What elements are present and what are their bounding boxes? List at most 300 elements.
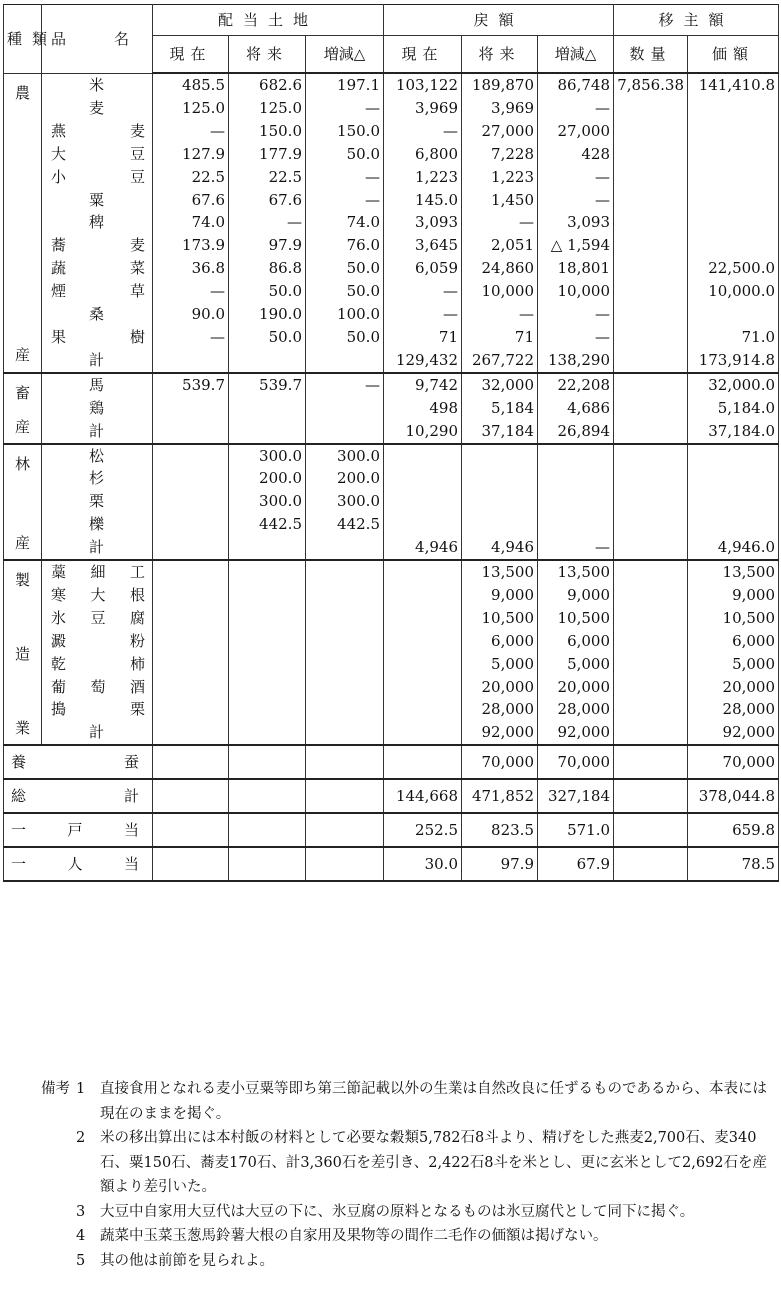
cell-lc [306, 676, 384, 699]
item-name-char: 粉 [129, 631, 145, 650]
empty-cell [306, 847, 384, 881]
note-item [0, 1077, 781, 1126]
item-name-char: 計 [89, 723, 105, 742]
summary-label [4, 779, 153, 813]
cell-ap [384, 721, 462, 745]
cell-af: 10,500 [462, 607, 538, 630]
cell-tv: 378,044.8 [688, 779, 779, 813]
header-amount-present: 現在 [384, 36, 462, 74]
cell-lp [153, 349, 229, 373]
cell-af: 6,000 [462, 630, 538, 653]
cell-ap: 252.5 [384, 813, 462, 847]
cell-ap [384, 698, 462, 721]
cell-lc: 200.0 [306, 467, 384, 490]
empty-cell [306, 813, 384, 847]
table-row [4, 420, 779, 444]
table-row [4, 303, 779, 326]
cell-tv: 37,184.0 [688, 420, 779, 444]
cell-tv: 28,000 [688, 698, 779, 721]
cell-lp [153, 584, 229, 607]
cell-ac: 86,748 [538, 73, 614, 97]
cell-lf: 682.6 [229, 73, 306, 97]
cell-lf: — [229, 211, 306, 234]
note-text: 直接食用となれる麦小豆粟等即ち第三節記載以外の生業は自然改良に任ずるものであるから、本表には現在のままを掲ぐ。 [100, 1081, 767, 1122]
cell-tq [614, 467, 688, 490]
item-name-char: 麦 [129, 236, 145, 255]
cell-tq [614, 326, 688, 349]
item-name-char: 根 [129, 585, 145, 604]
header-amount-change: 増減△ [538, 36, 614, 74]
cell-lp [153, 653, 229, 676]
empty-cell [306, 745, 384, 779]
cell-ac: — [538, 166, 614, 189]
cell-tv [688, 97, 779, 120]
item-name-char: 氷 [51, 608, 67, 627]
cell-lf [229, 630, 306, 653]
item-name [45, 143, 149, 166]
note-number: 1 [76, 1081, 86, 1097]
cell-tv: 92,000 [688, 721, 779, 745]
cell-ap: — [384, 280, 462, 303]
item-name [45, 445, 149, 468]
cell-ac: 27,000 [538, 120, 614, 143]
cell-tv [688, 234, 779, 257]
item-name [45, 303, 149, 326]
table-row [4, 513, 779, 536]
cell-ac: 18,801 [538, 257, 614, 280]
item-name [45, 374, 149, 397]
item-name-char: 工 [129, 563, 145, 582]
item-name-cell [42, 536, 153, 560]
item-name-char: 腐 [129, 608, 145, 627]
category-char: 畜 [14, 383, 30, 402]
empty-cell [614, 813, 688, 847]
item-name-cell [42, 607, 153, 630]
cell-lf: 97.9 [229, 234, 306, 257]
cell-lf: 177.9 [229, 143, 306, 166]
item-name-cell [42, 189, 153, 212]
cell-tq [614, 166, 688, 189]
summary-label-char: 一 [11, 821, 27, 840]
item-name [45, 653, 149, 676]
note-text: 蔬菜中玉菜玉葱馬鈴薯大根の自家用及果物等の間作二毛作の価額は掲げない。 [100, 1228, 608, 1244]
header-item-a: 品 [51, 29, 77, 48]
item-name-char: 米 [89, 75, 105, 94]
cell-ac: 13,500 [538, 560, 614, 584]
cell-af: 7,228 [462, 143, 538, 166]
cell-af [462, 513, 538, 536]
header-item-b: 名 [113, 29, 139, 48]
cell-lp [153, 630, 229, 653]
cell-tq [614, 676, 688, 699]
item-name-char: 萄 [90, 677, 106, 696]
summary-label-char: 戸 [67, 821, 83, 840]
cell-ac: 10,000 [538, 280, 614, 303]
cell-af: 37,184 [462, 420, 538, 444]
cell-af: 13,500 [462, 560, 538, 584]
cell-af: 267,722 [462, 349, 538, 373]
cell-af: 10,000 [462, 280, 538, 303]
item-name-cell [42, 397, 153, 420]
table-row [4, 234, 779, 257]
cell-tq [614, 444, 688, 468]
cell-lc: 50.0 [306, 257, 384, 280]
cell-lp [153, 698, 229, 721]
item-name-char: 計 [89, 350, 105, 369]
cell-af: 24,860 [462, 257, 538, 280]
cell-ac: 5,000 [538, 653, 614, 676]
item-name [45, 234, 149, 257]
cell-ap [384, 653, 462, 676]
cell-lc: 300.0 [306, 490, 384, 513]
header-transfer-price: 価額 [688, 36, 779, 74]
cell-lp: 127.9 [153, 143, 229, 166]
item-name-cell [42, 349, 153, 373]
item-name-char: 杉 [89, 469, 105, 488]
note-number: 2 [76, 1130, 86, 1146]
item-name-char: 馬 [89, 375, 105, 394]
cell-lc: 76.0 [306, 234, 384, 257]
item-name [45, 349, 149, 372]
header-land-change: 増減△ [306, 36, 384, 74]
cell-ap: 3,969 [384, 97, 462, 120]
header-transfer-qty: 数量 [614, 36, 688, 74]
cell-ap: 9,742 [384, 373, 462, 397]
summary-label-char: 計 [123, 787, 139, 806]
cell-tq [614, 536, 688, 560]
cell-af: 9,000 [462, 584, 538, 607]
empty-cell [614, 745, 688, 779]
item-name-char: 桑 [89, 305, 105, 324]
cell-tv: 10,500 [688, 607, 779, 630]
cell-af: 70,000 [462, 745, 538, 779]
cell-tv: 659.8 [688, 813, 779, 847]
cell-lc: 50.0 [306, 280, 384, 303]
note-number: 3 [76, 1203, 86, 1220]
item-name [45, 467, 149, 490]
table-row [4, 630, 779, 653]
table-row [4, 721, 779, 745]
cell-lp: 125.0 [153, 97, 229, 120]
note-item [0, 1249, 781, 1274]
cell-tq [614, 513, 688, 536]
empty-cell [306, 779, 384, 813]
item-name-char: 稗 [89, 213, 105, 232]
category-char: 業 [14, 719, 30, 738]
cell-lc [306, 584, 384, 607]
item-name-cell [42, 166, 153, 189]
item-name [45, 607, 149, 630]
cell-lf: 125.0 [229, 97, 306, 120]
item-name-cell [42, 444, 153, 468]
cell-tq [614, 143, 688, 166]
cell-lc [306, 721, 384, 745]
cell-lc [306, 653, 384, 676]
table-row [4, 73, 779, 97]
note-text: 大豆中自家用大豆代は大豆の下に、氷豆腐の原料となるものは氷豆腐代として同下に掲ぐ。 [100, 1203, 695, 1220]
cell-tv: 5,000 [688, 653, 779, 676]
cell-ap: 498 [384, 397, 462, 420]
item-name-char: 搗 [51, 700, 67, 719]
item-name [45, 536, 149, 559]
cell-lp [153, 676, 229, 699]
cell-ac: 9,000 [538, 584, 614, 607]
note-text: 米の移出算出には本村飯の材料として必要な穀類5,782石8斗より、精げをした燕麦2,700石、麦340石、粟150石、蕎麦170石、計3,360石を差引き、2,422石8斗を米とし、更に玄米として2,692石を産額より差引いた。 [100, 1130, 768, 1195]
summary-label-char: 一 [11, 855, 27, 874]
cell-af: 28,000 [462, 698, 538, 721]
cell-af: 27,000 [462, 120, 538, 143]
cell-af: — [462, 303, 538, 326]
cell-ac: 327,184 [538, 779, 614, 813]
cell-lp: — [153, 120, 229, 143]
cell-af [462, 467, 538, 490]
item-name-cell [42, 143, 153, 166]
header-category: 種類 [4, 5, 42, 74]
note-item [0, 1126, 781, 1200]
cell-tv: 10,000.0 [688, 280, 779, 303]
table-row [4, 120, 779, 143]
cell-lp [153, 420, 229, 444]
table-row [4, 536, 779, 560]
cell-ap: 30.0 [384, 847, 462, 881]
cell-lf: 22.5 [229, 166, 306, 189]
header-item [42, 5, 153, 74]
cell-af: 20,000 [462, 676, 538, 699]
cell-tv [688, 490, 779, 513]
notes-label: 備考 [41, 1081, 70, 1097]
cell-lf [229, 397, 306, 420]
cell-ac: 70,000 [538, 745, 614, 779]
cell-ap: 1,223 [384, 166, 462, 189]
table-row [4, 257, 779, 280]
cell-lc: 100.0 [306, 303, 384, 326]
note-item [0, 1224, 781, 1249]
table-row [4, 607, 779, 630]
table-row [4, 653, 779, 676]
item-name-cell [42, 73, 153, 97]
cell-tv: 71.0 [688, 326, 779, 349]
cell-ap: 144,668 [384, 779, 462, 813]
item-name-char: 粟 [89, 190, 105, 209]
cell-tq [614, 607, 688, 630]
cell-lc: 442.5 [306, 513, 384, 536]
table-row [4, 211, 779, 234]
cell-lp: 67.6 [153, 189, 229, 212]
empty-cell [229, 813, 306, 847]
item-name-char: 柿 [129, 654, 145, 673]
item-name-char: 蔬 [51, 259, 67, 278]
cell-lf: 300.0 [229, 444, 306, 468]
item-name [45, 630, 149, 653]
cell-lc: — [306, 97, 384, 120]
summary-label [4, 745, 153, 779]
summary-label [4, 813, 153, 847]
item-name-char: 豆 [90, 608, 106, 627]
table-row [4, 280, 779, 303]
item-name [45, 561, 149, 584]
cell-ac: — [538, 326, 614, 349]
cell-tv: 6,000 [688, 630, 779, 653]
cell-lf: 50.0 [229, 280, 306, 303]
cell-tv: 141,410.8 [688, 73, 779, 97]
item-name-cell [42, 467, 153, 490]
cell-lf: 442.5 [229, 513, 306, 536]
item-name-char: 栗 [89, 492, 105, 511]
cell-ap: — [384, 120, 462, 143]
item-name [45, 280, 149, 303]
cell-ac: 571.0 [538, 813, 614, 847]
empty-cell [229, 779, 306, 813]
summary-label-char: 当 [123, 821, 139, 840]
item-name [45, 211, 149, 234]
item-name-cell [42, 373, 153, 397]
cell-ap [384, 607, 462, 630]
item-name-char: 麦 [89, 98, 105, 117]
cell-lc: — [306, 189, 384, 212]
cell-af: 189,870 [462, 73, 538, 97]
cell-lf: 539.7 [229, 373, 306, 397]
item-name-char: 果 [51, 327, 67, 346]
category-char: 産 [14, 346, 30, 365]
cell-ac: — [538, 536, 614, 560]
cell-tv [688, 513, 779, 536]
cell-lp: 74.0 [153, 211, 229, 234]
cell-ap [384, 630, 462, 653]
item-name-cell [42, 234, 153, 257]
cell-lc [306, 397, 384, 420]
cell-lc [306, 698, 384, 721]
item-name-cell [42, 257, 153, 280]
cell-tv: 32,000.0 [688, 373, 779, 397]
item-name-char: 細 [90, 563, 106, 582]
item-name [45, 721, 149, 744]
cell-tq [614, 234, 688, 257]
cell-tv: 13,500 [688, 560, 779, 584]
cell-lp [153, 467, 229, 490]
empty-cell [229, 847, 306, 881]
cell-lf [229, 607, 306, 630]
header-amount-future: 将来 [462, 36, 538, 74]
cell-tq [614, 490, 688, 513]
production-table [3, 4, 779, 882]
category-char: 産 [14, 417, 30, 436]
cell-ap [384, 513, 462, 536]
cell-lc: 197.1 [306, 73, 384, 97]
item-name [45, 74, 149, 97]
item-name-char: 計 [89, 421, 105, 440]
item-name-char: 燕 [51, 121, 67, 140]
cell-lc: 74.0 [306, 211, 384, 234]
cell-lf [229, 676, 306, 699]
cell-tv: 9,000 [688, 584, 779, 607]
cell-ap [384, 745, 462, 779]
cell-lc [306, 349, 384, 373]
cell-lf: 200.0 [229, 467, 306, 490]
cell-af: 5,184 [462, 397, 538, 420]
item-name-char: 麦 [129, 121, 145, 140]
cell-tv [688, 120, 779, 143]
cell-ap: 103,122 [384, 73, 462, 97]
cell-lf: 150.0 [229, 120, 306, 143]
item-name-char: 栗 [129, 700, 145, 719]
cell-tv: 173,914.8 [688, 349, 779, 373]
summary-label-char: 人 [67, 855, 83, 874]
item-name-char: 樹 [129, 327, 145, 346]
note-text: 其の他は前節を見られよ。 [100, 1252, 274, 1269]
cell-tv [688, 467, 779, 490]
item-name [45, 676, 149, 699]
cell-lf [229, 560, 306, 584]
cell-tv [688, 143, 779, 166]
cell-af: 5,000 [462, 653, 538, 676]
item-name [45, 189, 149, 212]
summary-row-per_household [4, 813, 779, 847]
cell-tq [614, 303, 688, 326]
header-land-present: 現在 [153, 36, 229, 74]
item-name-char: 酒 [129, 677, 145, 696]
cell-tq [614, 560, 688, 584]
item-name-char: 豆 [129, 167, 145, 186]
cell-ac [538, 444, 614, 468]
empty-cell [153, 813, 229, 847]
cell-ap: 6,059 [384, 257, 462, 280]
cell-ac: 20,000 [538, 676, 614, 699]
cell-lp [153, 721, 229, 745]
cell-af: 3,969 [462, 97, 538, 120]
item-name-cell [42, 630, 153, 653]
item-name-char: 大 [90, 585, 106, 604]
cell-lc [306, 607, 384, 630]
cell-tv [688, 189, 779, 212]
item-name-char: 煙 [51, 282, 67, 301]
cell-lc: 150.0 [306, 120, 384, 143]
cell-tq [614, 698, 688, 721]
summary-row-per_person [4, 847, 779, 881]
table-row [4, 676, 779, 699]
note-item [0, 1200, 781, 1225]
table-row [4, 397, 779, 420]
header-land-future: 将来 [229, 36, 306, 74]
item-name-char: 寒 [51, 585, 67, 604]
cell-tv: 78.5 [688, 847, 779, 881]
item-name-char: 松 [89, 446, 105, 465]
summary-label-char: 当 [123, 855, 139, 874]
empty-cell [614, 779, 688, 813]
item-name-cell [42, 560, 153, 584]
cell-lp [153, 513, 229, 536]
cell-lf: 300.0 [229, 490, 306, 513]
cell-tv: 20,000 [688, 676, 779, 699]
item-name-cell [42, 721, 153, 745]
cell-ac: 28,000 [538, 698, 614, 721]
cell-lf [229, 584, 306, 607]
item-name [45, 257, 149, 280]
category-char: 造 [14, 645, 30, 664]
cell-ac: — [538, 189, 614, 212]
summary-label [4, 847, 153, 881]
category-livestock [4, 373, 42, 444]
cell-lf: 190.0 [229, 303, 306, 326]
cell-ap [384, 584, 462, 607]
cell-ac: 10,500 [538, 607, 614, 630]
cell-lc [306, 630, 384, 653]
cell-lp: — [153, 280, 229, 303]
cell-lf [229, 349, 306, 373]
header-amount-group: 戻額 [384, 5, 614, 36]
cell-lp: 90.0 [153, 303, 229, 326]
cell-lp: — [153, 326, 229, 349]
item-name [45, 420, 149, 443]
